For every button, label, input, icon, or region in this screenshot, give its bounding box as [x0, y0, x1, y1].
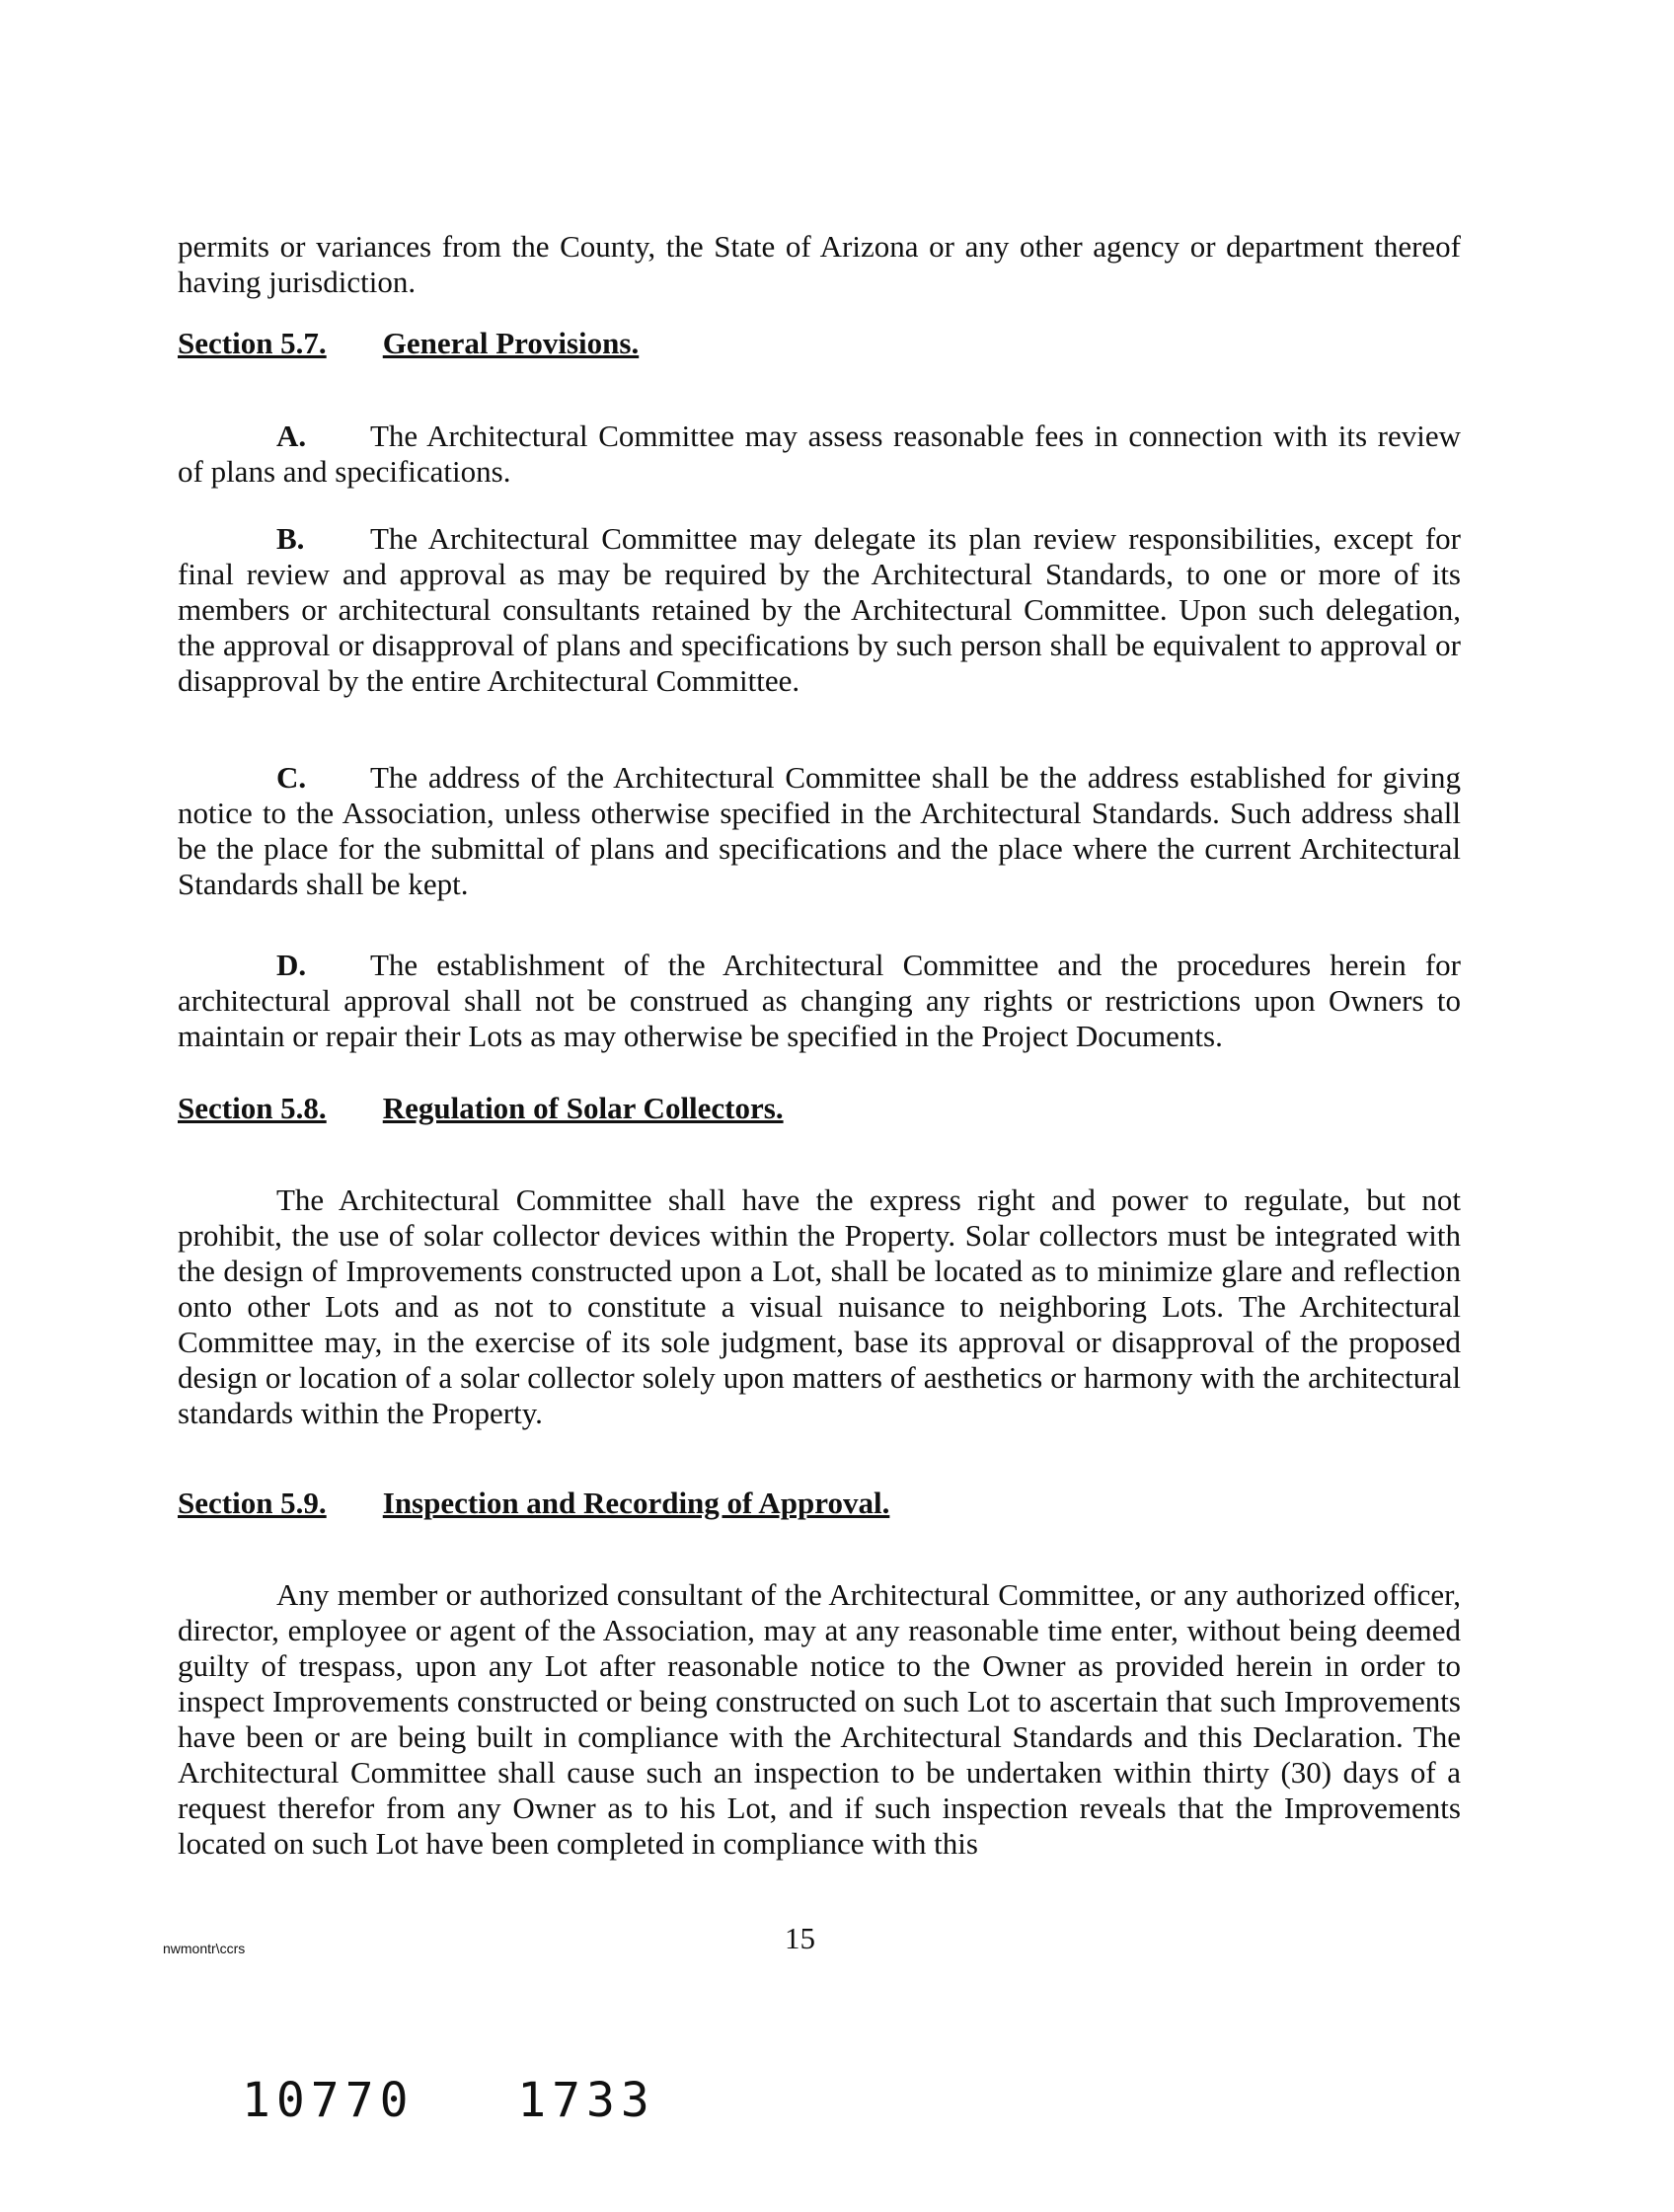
section-5-8-heading [178, 1091, 784, 1126]
page-number: 15 [785, 1921, 815, 1955]
section-title: General Provisions. [382, 326, 640, 360]
section-title: Inspection and Recording of Approval. [382, 1486, 890, 1520]
provision-label: D. [276, 948, 307, 982]
provision-a [178, 419, 1461, 490]
section-5-7-heading [178, 326, 639, 361]
section-number: Section 5.8. [178, 1091, 327, 1125]
section-5-9-paragraph [178, 1577, 1461, 1862]
provision-label: A. [276, 419, 307, 453]
provision-c [178, 760, 1461, 902]
provision-b [178, 521, 1461, 699]
section-title: Regulation of Solar Collectors. [382, 1091, 784, 1125]
section-number: Section 5.7. [178, 326, 327, 360]
section-number: Section 5.9. [178, 1486, 327, 1520]
provision-text: The address of the Architectural Committee shall be the address established for giving notice to the Association, unless otherwise specified in the Architectural Standards. Such address shall be the place for the submittal of plans and specifications and the place where the current Architectural Standards shall be kept. [178, 760, 1461, 901]
section-5-8-text: The Architectural Committee shall have the express right and power to regulate, but not prohibit, the use of solar collector devices within the Property. Solar collectors must be integrated with the design of Improvements constructed upon a Lot, shall be located as to minimize glare and reflection onto other Lots and as not to constitute a visual nuisance to neighboring Lots. The Architectural Committee may, in the exercise of its sole judgment, base its approval or disapproval of the proposed design or location of a solar collector solely upon matters of aesthetics or harmony with the architectural standards within the Property. [178, 1182, 1461, 1430]
file-reference: nwmontr\ccrs [163, 1941, 246, 1956]
provision-text: The Architectural Committee may assess reasonable fees in connection with its review of plans and specifications. [178, 419, 1461, 489]
provision-label: C. [276, 760, 307, 795]
continuation-paragraph [178, 229, 1461, 300]
provision-text: The Architectural Committee may delegate its plan review responsibilities, except for final review and approval as may be required by the Architectural Standards, to one or more of its members or architectural consultants retained by the Architectural Committee. Upon such delegation, the approval or disapproval of plans and specifications by such person shall be equivalent to approval or disapproval by the entire Architectural Committee. [178, 521, 1461, 698]
section-5-9-heading [178, 1486, 889, 1521]
section-5-9-text: Any member or authorized consultant of the Architectural Committee, or any authorized officer, director, employee or agent of the Association, may at any reasonable time enter, without being deemed guilty of trespass, upon any Lot after reasonable notice to the Owner as provided herein in order to inspect Improvements constructed or being constructed on such Lot to ascertain that such Improvements have been or are being built in compliance with the Architectural Standards and this Declaration. The Architectural Committee shall cause such an inspection to be undertaken within thirty (30) days of a request therefor from any Owner as to his Lot, and if such inspection reveals that the Improvements located on such Lot have been completed in compliance with this [178, 1577, 1461, 1861]
provision-label: B. [276, 521, 305, 556]
recording-stamp: 10770 1733 [242, 2073, 655, 2128]
provision-d [178, 948, 1461, 1054]
provision-text: The establishment of the Architectural Committee and the procedures herein for architectural approval shall not be construed as changing any rights or restrictions upon Owners to maintain or repair their Lots as may otherwise be specified in the Project Documents. [178, 948, 1461, 1053]
section-5-8-paragraph [178, 1182, 1461, 1431]
continuation-text: permits or variances from the County, the State of Arizona or any other agency or department thereof having jurisdiction. [178, 229, 1461, 299]
